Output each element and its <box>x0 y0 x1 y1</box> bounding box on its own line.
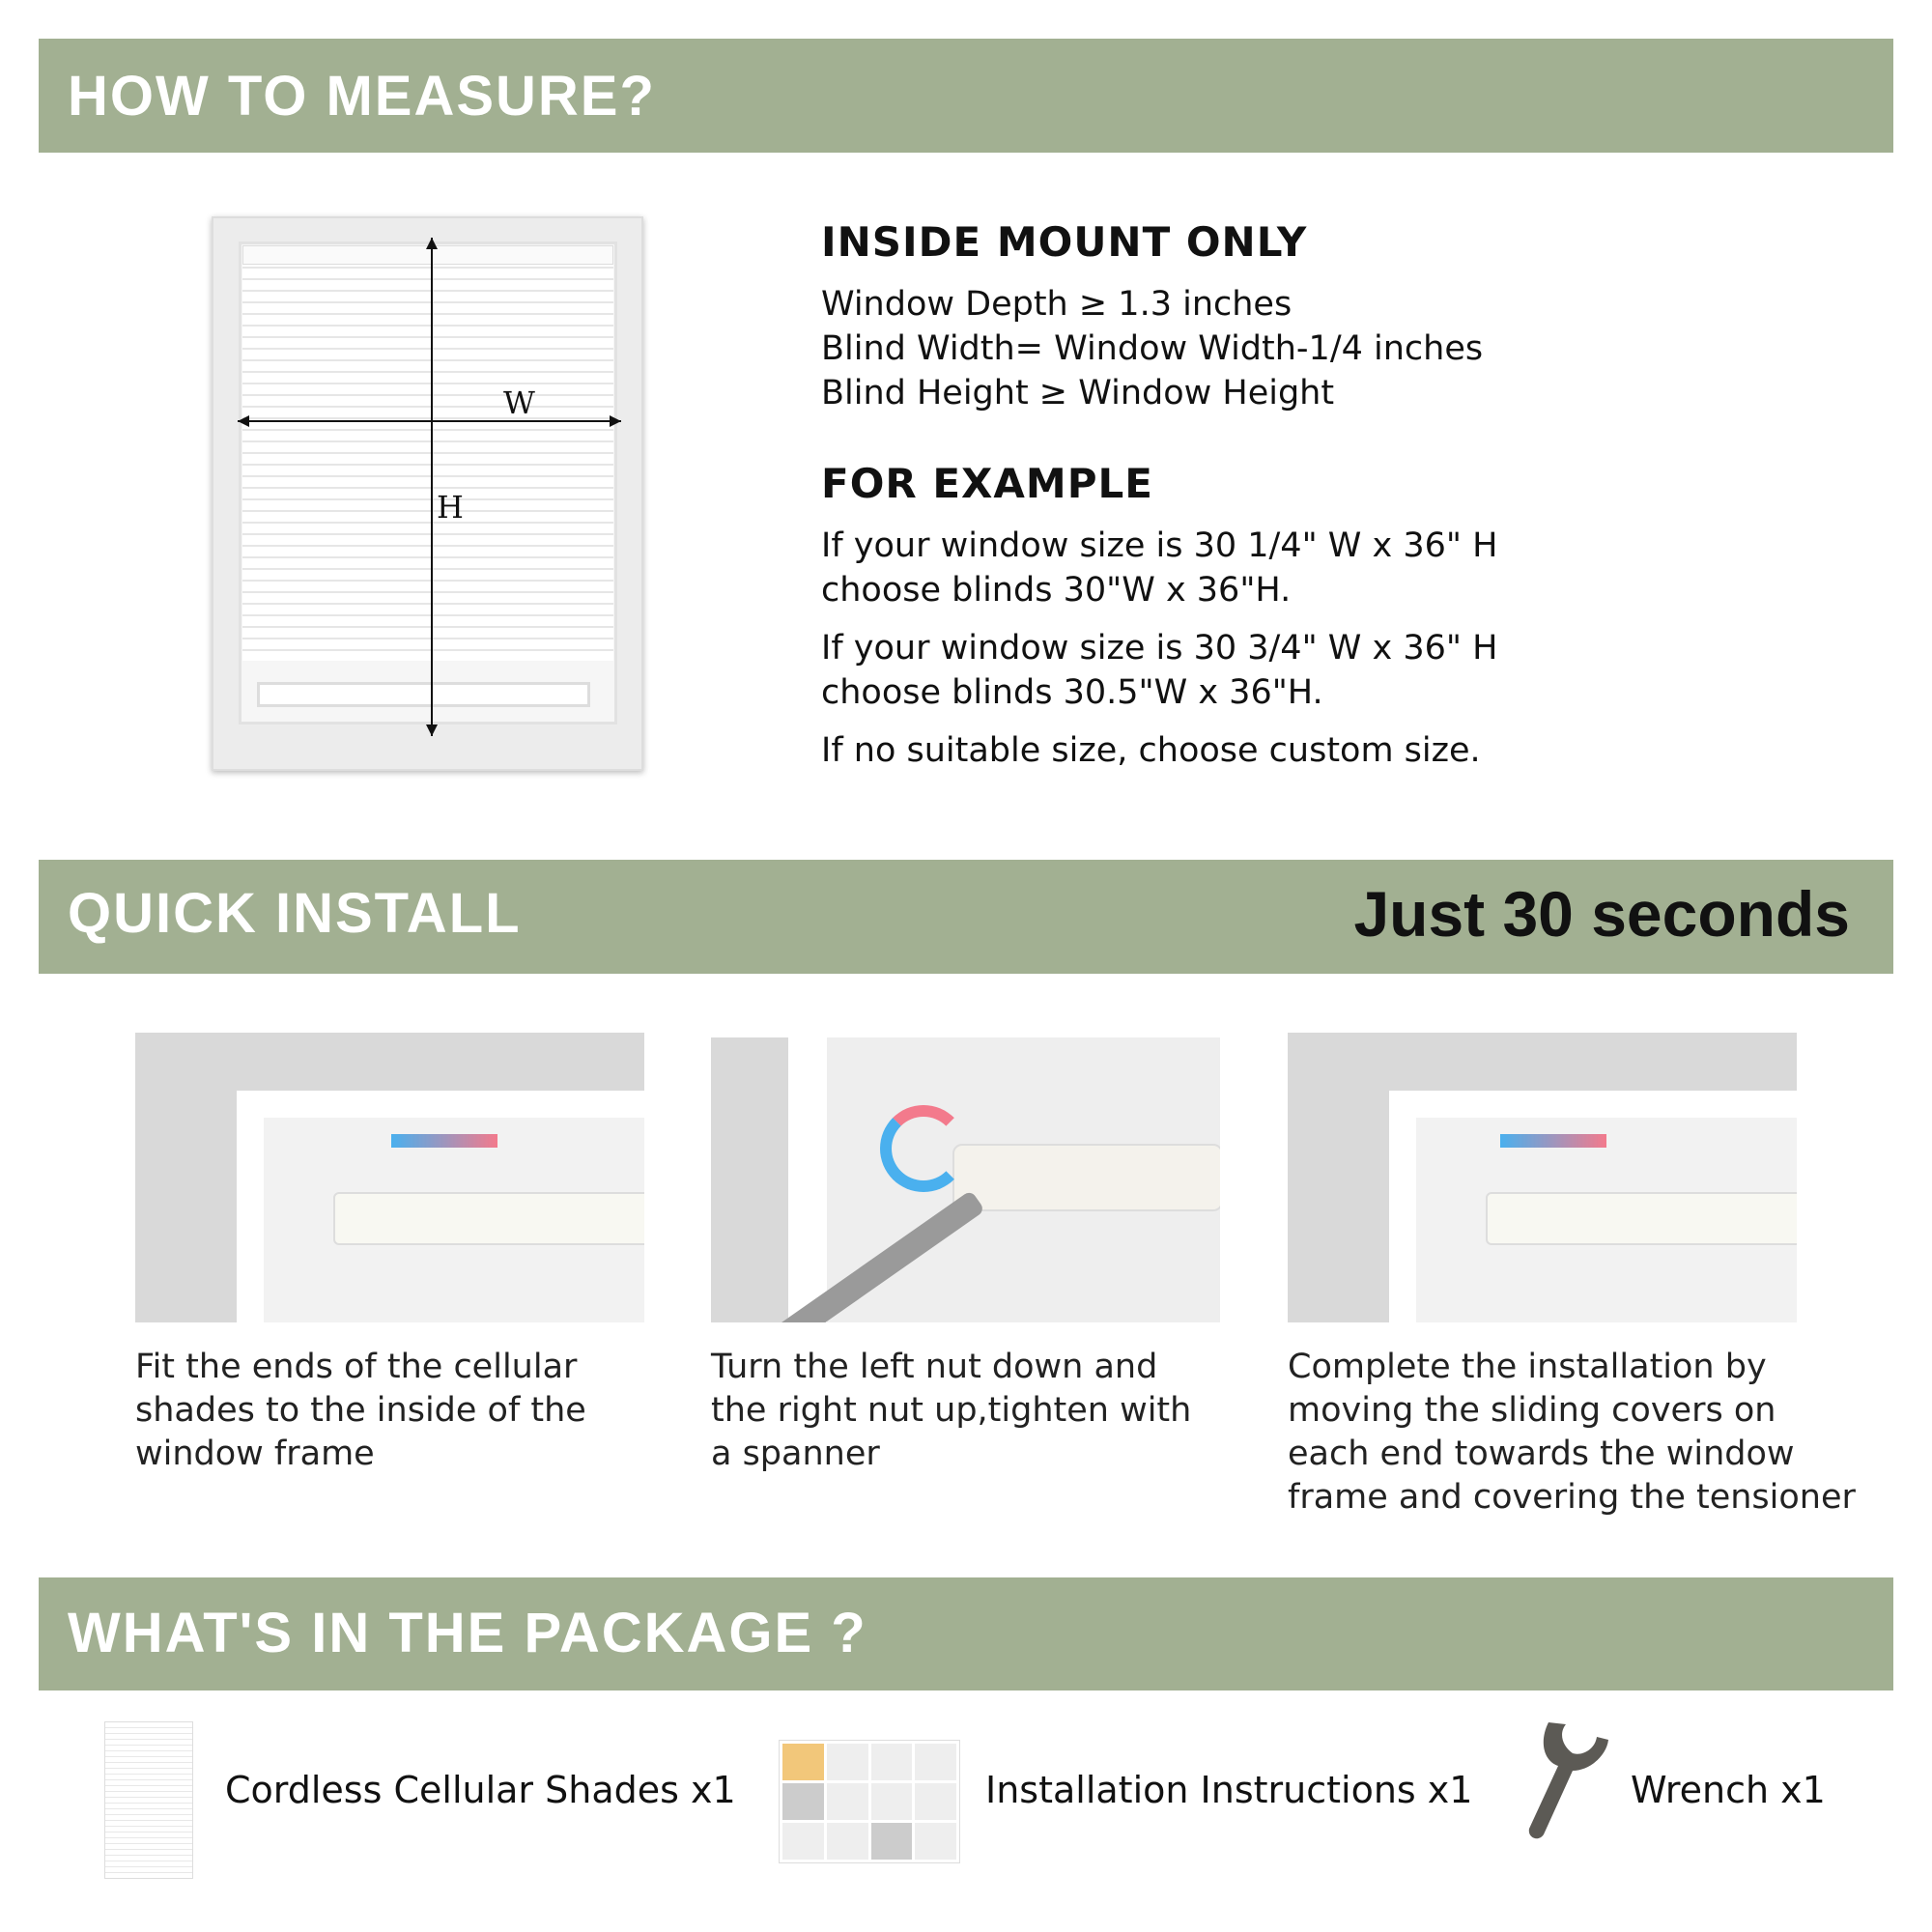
width-label: W <box>503 384 535 421</box>
example-line: If your window size is 30 1/4" W x 36" H <box>821 526 1498 565</box>
step1-caption <box>135 1346 676 1476</box>
example-line: choose blinds 30.5"W x 36"H. <box>821 673 1323 712</box>
caption-line: the right nut up,tighten with <box>711 1391 1192 1430</box>
caption-line: frame and covering the tensioner <box>1288 1478 1856 1517</box>
step1-photo <box>135 1033 644 1322</box>
package-item-instructions: Installation Instructions x1 <box>985 1769 1473 1811</box>
install-subtitle: Just 30 seconds <box>1353 878 1850 950</box>
example-heading: FOR EXAMPLE <box>821 460 1153 507</box>
install-header <box>39 860 1893 974</box>
caption-line: Complete the installation by <box>1288 1348 1767 1386</box>
rule-line: Window Depth ≥ 1.3 inches <box>821 285 1293 324</box>
rotate-arrow-icon <box>880 1105 967 1192</box>
example-line: If no suitable size, choose custom size. <box>821 731 1481 770</box>
step3-photo <box>1288 1033 1797 1322</box>
caption-line: moving the sliding covers on <box>1288 1391 1776 1430</box>
arrow-left-icon <box>391 1134 497 1148</box>
caption-line: window frame <box>135 1435 375 1473</box>
step2-caption <box>711 1346 1252 1476</box>
install-title: QUICK INSTALL <box>68 882 522 945</box>
package-item-shades: Cordless Cellular Shades x1 <box>225 1769 736 1811</box>
wrench-icon <box>1520 1722 1611 1842</box>
instructions-thumbnail <box>779 1740 960 1863</box>
measure-arrows <box>213 218 645 773</box>
package-item-wrench: Wrench x1 <box>1631 1769 1826 1811</box>
caption-line: shades to the inside of the <box>135 1391 586 1430</box>
rule-line: Blind Height ≥ Window Height <box>821 374 1335 412</box>
window-diagram <box>212 216 643 771</box>
step3-caption <box>1288 1346 1887 1520</box>
shade-thumbnail <box>104 1721 193 1879</box>
caption-line: a spanner <box>711 1435 880 1473</box>
measure-title: HOW TO MEASURE? <box>68 65 656 128</box>
example-line: choose blinds 30"W x 36"H. <box>821 571 1292 610</box>
measure-header <box>39 39 1893 153</box>
arrow-left-icon <box>1500 1134 1606 1148</box>
caption-line: Turn the left nut down and <box>711 1348 1158 1386</box>
rule-line: Blind Width= Window Width-1/4 inches <box>821 329 1484 368</box>
step2-photo <box>711 1037 1220 1322</box>
caption-line: each end towards the window <box>1288 1435 1795 1473</box>
height-label: H <box>437 489 464 526</box>
inside-mount-heading: INSIDE MOUNT ONLY <box>821 218 1308 266</box>
package-header <box>39 1577 1893 1690</box>
package-title: WHAT'S IN THE PACKAGE ? <box>68 1602 867 1664</box>
example-line: If your window size is 30 3/4" W x 36" H <box>821 629 1498 668</box>
caption-line: Fit the ends of the cellular <box>135 1348 578 1386</box>
